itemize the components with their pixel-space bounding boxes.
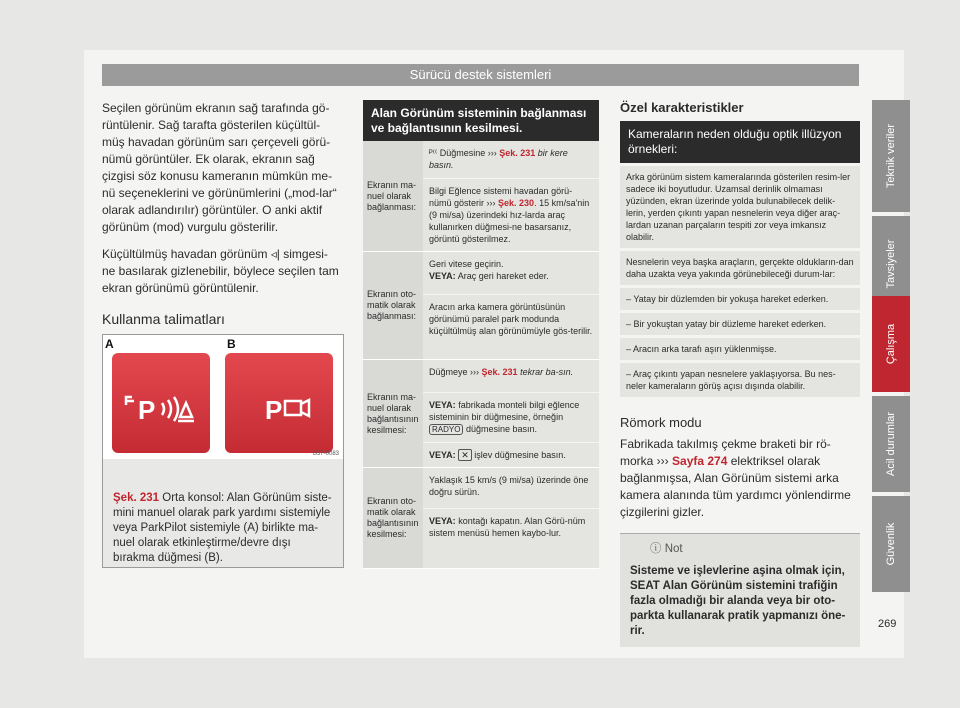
characteristics-title: Özel karakteristikler [620, 100, 744, 115]
column-middle [363, 100, 599, 569]
figure-label-b: B [227, 337, 236, 351]
svg-text:P: P [138, 395, 156, 425]
list-item: – Aracın arka tarafı aşırı yüklenmişse. [620, 338, 860, 360]
cell-text-2: Araç geri hareket eder. [457, 271, 549, 281]
list-item: – Araç çıkıntı yapan nesnelere yaklaşıyorsa. Bu nes-neler kameraların görüş açısı dışında olabilir. [620, 363, 860, 397]
figure-code: B57-0083 [312, 451, 339, 457]
caption-text: Orta konsol: Alan Görünüm siste-mini manuel olarak park yardımı sistemiyle veya ParkPilot sistemiyle (A) birlikte ma-nuel olarak etkinleştirme/devre dışı bırakma düğmesi (B). [113, 492, 332, 564]
table-block-auto-off [363, 468, 599, 569]
table-cell: Aracın arka kamera görüntüsünün görünümü paralel park modunda küçültülmüş alan görünümüyle gös-terilir. [423, 295, 599, 359]
list-item: Arka görünüm sistem kameralarında gösterilen resim-ler sadece iki boyutludur. Uzamsal derinlik olmaması yüzünden, ekran üzerinde yolda bulunabilecek delik-lerin, yerden çıkıntı yapan nesnelerin veya diğer araç-lardan uzanan parçaların tespiti zor veya imkansız olabilir. [620, 166, 860, 248]
block-label: Ekranın ma-nuel olarak bağlanması: [363, 141, 423, 251]
figure-label-a: A [105, 337, 114, 351]
figure-ref: Şek. 231 [113, 492, 160, 504]
cell-ref: Şek. 231 [481, 367, 518, 377]
cell-text-2: tekrar ba-sın. [520, 367, 574, 377]
tab-guvenlik[interactable] [872, 496, 910, 592]
page-header: Sürücü destek sistemleri [102, 64, 859, 86]
note-body: Sisteme ve işlevlerine aşina olmak için, SEAT Alan Görünüm sistemini trafiğin fazla olmadığı bir alanda veya bir oto-parkta kullanarak pratik yapmanızı öne-rir. [630, 565, 846, 637]
column-right [620, 100, 860, 647]
table-cell [423, 141, 599, 179]
cell-label: VEYA: [429, 271, 456, 281]
cell-text: Bilgi Eğlence sistemi havadan görü-nümü gösterir ››› [429, 186, 573, 208]
list-item: – Bir yokuştan yatay bir düzleme hareket ederken. [620, 313, 860, 335]
list-item: – Yatay bir düzlemden bir yokuşa hareket ederken. [620, 288, 860, 310]
trailer-mode-title: Römork modu [620, 415, 702, 430]
note-header [630, 540, 850, 556]
table-title: Alan Görünüm sisteminin bağlanması ve bağlantısının kesilmesi. [363, 100, 599, 141]
park-assist-icon [112, 353, 210, 453]
paragraph-2: Küçültülmüş havadan görünüm ◃| simgesi-ne basılarak gizlenebilir, böylece seçilen tam ekran görünümü görüntülenir. [102, 247, 339, 295]
table-cell [423, 393, 599, 443]
list-item: Nesnelerin veya başka araçların, gerçekte oldukların-dan daha uzakta veya yakında görünebileceği durum-lar: [620, 251, 860, 285]
paragraph-1: Seçilen görünüm ekranın sağ tarafında gö-rüntülenir. Sağ tarafta gösterilen küçültül-müş havadan görünüm sarı çerçeveli görü-nümü görüntüler. Ek olarak, ekranın sağ çizgisi söz konusu kameranın mümkün me-nü seçeneklerini ve görünümlerini („mod-lar“ olarak adlandırılır) görüntüler. O anki aktif görünüm (mod) vurgulu gösterilir. [102, 101, 337, 234]
tab-teknik-veriler[interactable] [872, 100, 910, 212]
figure-231 [102, 334, 344, 568]
table-cell [423, 252, 599, 295]
cell-ref: Şek. 230 [498, 198, 535, 208]
block-label: Ekranın ma-nuel olarak bağlantısının kesilmesi: [363, 360, 423, 467]
table-block-manual-on [363, 141, 599, 252]
block-label: Ekranın oto-matik olarak bağlanması: [363, 252, 423, 359]
table-cell: Yaklaşık 15 km/s (9 mi/sa) üzerinde öne doğru sürün. [423, 468, 599, 509]
table-block-manual-off [363, 360, 599, 468]
cell-label: VEYA: [429, 399, 456, 410]
cell-text: Geri vitese geçirin. [429, 259, 504, 269]
trailer-page-ref: Sayfa 274 [672, 454, 728, 468]
tab-label: Teknik veriler [885, 123, 897, 189]
tab-label: Tavsiyeler [885, 239, 897, 289]
park-assist-icon: ᴾ⁽⁽ [429, 148, 438, 158]
cell-text-2: düğmesine basın. [465, 423, 538, 434]
illusion-heading: Kameraların neden olduğu optik illüzyon örnekleri: [620, 121, 860, 163]
tab-label: Güvenlik [885, 522, 897, 566]
park-assist-button-image [112, 353, 210, 453]
note-title: Not [664, 543, 683, 555]
tab-label: Çalışma [885, 323, 897, 365]
svg-text:P: P [265, 395, 283, 425]
figure-image [103, 335, 343, 459]
cell-label: VEYA: [429, 516, 456, 526]
trailer-mode-text [620, 436, 860, 521]
page-number: 269 [878, 618, 897, 630]
table-cell [423, 360, 599, 393]
tab-calisma[interactable] [872, 296, 910, 392]
info-icon: ⓘ [650, 543, 662, 555]
tab-acil-durumlar[interactable] [872, 396, 910, 492]
trailer-text-2: elektriksel olarak bağlanmışsa, Alan Görünüm sistemi arka kamera alanında tüm yardımcı yönlendirme çizgilerini gizler. [620, 454, 851, 519]
cell-text: işlev düğmesine basın. [474, 449, 566, 460]
note-box [620, 533, 860, 647]
block-label: Ekranın oto-matik olarak bağlantısının kesilmesi: [363, 468, 423, 568]
tab-label: Acil durumlar [885, 411, 897, 477]
cell-text: fabrikada monteli bilgi eğlence sisteminin bir düğmesine, örneğin [429, 399, 580, 422]
cell-ref: Şek. 231 [499, 148, 536, 158]
cell-text: Düğmesine ››› [439, 148, 497, 158]
cell-text: Düğmeye ››› [429, 367, 480, 377]
column-left [102, 100, 340, 335]
figure-caption [103, 459, 343, 567]
camera-view-button-image [225, 353, 333, 453]
cell-text-2: bir kere basın. [429, 148, 568, 170]
table-block-auto-on [363, 252, 599, 360]
camera-view-icon [225, 353, 333, 453]
cell-text-2: . 15 km/sa'nin (9 mi/sa) üzerindeki hız-larda araç kullanırken düğmesi-ne basarsanız, görüntü gösterilmez. [429, 198, 590, 244]
cell-text: kontağı kapatın. Alan Görü-nüm sistem menüsü hemen kaybo-lur. [429, 516, 586, 538]
section-heading: Kullanma talimatları [102, 311, 340, 335]
trailer-text-1: Fabrikada takılmış çekme braketi bir rö-morka ››› [620, 437, 831, 468]
close-key-icon: ✕ [458, 449, 472, 461]
radio-key: RADYO [429, 424, 463, 435]
table-cell [423, 509, 599, 568]
table-cell [423, 179, 599, 251]
table-cell [423, 443, 599, 467]
cell-label: VEYA: [429, 449, 456, 460]
